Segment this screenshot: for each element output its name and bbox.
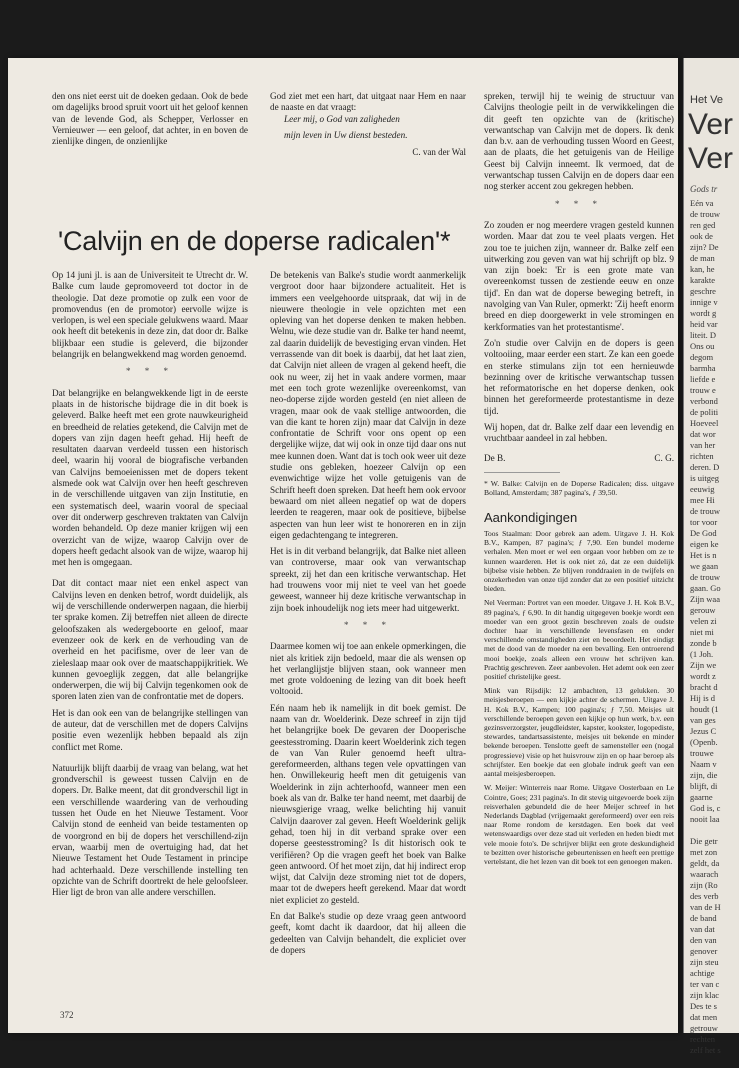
adjacent-page-line: de trouw [690, 209, 720, 219]
adjacent-page-line: Die getr [690, 836, 718, 846]
adjacent-page-line: zelf het s [690, 1045, 721, 1055]
adjacent-page-line: waarach [690, 869, 719, 879]
adjacent-page-line: trouwe [690, 748, 714, 758]
signature-right: C. G. [654, 452, 674, 463]
section-divider: * * * [555, 198, 603, 209]
adjacent-page-line: met zon [690, 847, 718, 857]
adjacent-page-line: geldt, da [690, 858, 720, 868]
adjacent-page-line: trouw e [690, 385, 716, 395]
paragraph: Op 14 juni jl. is aan de Universiteit te Utrecht dr. W. Balke cum laude gepromoveerd tot doctor in de theologie. Dat deze promotie op zulk een voor de promovendus (en de promotor) eervolle wijze is verlopen, is wel een speciale gelukwens waard. Maar ook heeft dit betekenis in deze zin, dat door dr. Balke blijkbaar een studie is geleverd, die bijzonder belangrijk en belangwekkend mag worden genoemd. [52, 270, 248, 360]
adjacent-page-line: dat men [690, 1012, 718, 1022]
adjacent-page-line: zijn klac [690, 990, 720, 1000]
adjacent-page-line: gaarne [690, 792, 713, 802]
adjacent-page-line: (Openb. [690, 737, 718, 747]
paragraph: spreken, terwijl hij te weinig de structuur van Calvijns theologie peilt in de verwikkelingen die dit geeft ten opzichte van de (kritische) verwantschap van Calvijn met de dopers. Ik denk dan b.v. aan de verhouding tussen Woord en Geest, aan de plaats, die het getuigenis van de Heilige Geest bij Calvijn inneemt. Ik vermoed, dat de verwantschap tussen Calvijn en de dopers daar een nog sterker accent zou gekregen hebben. [484, 91, 674, 192]
adjacent-page-line: karakte [690, 275, 716, 285]
adjacent-page-line: is uitgeg [690, 473, 720, 483]
adjacent-page-line: Zijn we [690, 660, 717, 670]
paragraph: Zo'n studie over Calvijn en de dopers is geen voltooiing, maar eerder een start. Ze kan een goede en sterke stimulans zijn tot een hernieuwde bezinning over de kritische verwantschap tussen het reformatorische en het doperse denken, ook binnen het gereformeerde protestantisme in deze tijd. [484, 337, 674, 416]
article-title: 'Calvijn en de doperse radicalen'* [58, 226, 451, 256]
article-column-2 [270, 270, 466, 961]
notice-item: Mink van Rijsdijk: 12 ambachten, 13 gelukken. 30 meisjesberoepen — een kijkje achter de schermen. Uitgave J. H. Kok B.V., Kampen; 100 pagina's; ƒ 7,50. Meisjes uit verschillende beroepen geven een kijkje op hun werk, b.v. een gezinsverzorgster, jeugdleidster, kapster, kookster, logopediste, stewardes, tandartsassistente, meisjes uit bekende en minder bekende beroepen. Tenslotte geeft de samensteller een (nogal progressieve) visie op het huisvrouw zijn en op haar beroep als schrijfster. Een boekje dat een globale indruk geeft van een aantal meisjesberoepen. [484, 686, 674, 779]
adjacent-page-line: de man [690, 253, 715, 263]
adjacent-page-line: Zijn waa [690, 594, 720, 604]
paragraph: En dat Balke's studie op deze vraag geen antwoord geeft, komt dacht ik daardoor, dat hij alleen die gedeelten van Calvijn behandelt, die expliciet over de dopers [270, 911, 466, 955]
adjacent-page-line: Eén va [690, 198, 714, 208]
adjacent-page-line: velen zi [690, 616, 717, 626]
adjacent-page-line: Ons ou [690, 341, 715, 351]
adjacent-page-line: verbond [690, 396, 718, 406]
article-column-1 [52, 270, 248, 903]
adjacent-page-line: bracht d [690, 682, 718, 692]
top-column-2 [270, 91, 466, 158]
adjacent-page-line [690, 825, 738, 836]
notice-item: Toos Staalman: Door gebrek aan adem. Uitgave J. H. Kok B.V., Kampen, 87 pagina's; ƒ 7,90. Een bundel moderne verhalen. Men moet er wel een orgaan voor hebben om ze te kunnen waarderen. Het is ook niet zó, dat ze een duidelijk bijbelse visie hebben. Ze blijven ronddraaien in de twijfels en onzekerheden van onze tijd zonder dat ze een positief uitzicht bieden. [484, 529, 674, 594]
paragraph: Dat belangrijke en belangwekkende ligt in de eerste plaats in de historische bijdrage die in dit boek is geleverd. Balke heeft met een grote nauwkeurigheid en breedheid de relaties getekend, die Calvijn met de dopers van zijn dagen heeft gehad. Hij heeft de resultaten daarvan verdeeld tussen een historisch deel, waarin hij vooral de biografische verbanden van Calvijns bemoeienissen met de dopers tekent alsmede ook wat Calvijn over hen heeft geschreven in de verschillende uitgaven van zijn Institutie, en een systematisch deel, waarin vooral de speciaal over dit onderwerp geschreven traktaten van Calvijn worden behandeld. Op deze manier krijgen wij een overzicht van de wijze, waarop Calvijn over de dopers heeft gedacht alsook van de wijze, waarop hij met hen is omgegaan. [52, 387, 248, 568]
paragraph: Het is in dit verband belangrijk, dat Balke niet alleen van controverse, maar ook van verwantschap spreekt, zij het dan een kritische verwantschap. Het had trouwens voor mij niet te veel van het goede geweest, wanneer hij deze kritische verwantschap in zijn boek inhoudelijk nog iets meer had uitgewerkt. [270, 546, 466, 613]
adjacent-page-line: achtige [690, 968, 715, 978]
adjacent-page-line: blijft, di [690, 781, 718, 791]
adjacent-page-line: dat wor [690, 429, 716, 439]
page-number: 372 [60, 1010, 74, 1020]
adjacent-page-line: zonde b [690, 638, 717, 648]
adjacent-page-line: eeuwig [690, 484, 715, 494]
article-column-3 [484, 91, 674, 871]
adjacent-page-line: kan, he [690, 264, 715, 274]
adjacent-page-line: Naam v [690, 759, 717, 769]
top-column-1 [52, 91, 248, 152]
adjacent-page-line: eigen ke [690, 539, 719, 549]
notice-item: Nel Veerman: Portret van een moeder. Uitgave J. H. Kok B.V., 89 pagina's, ƒ 6,90. In dit handig uitgegeven boekje wordt een moeder van een groot gezin beschreven zoals de oudste dochter haar in verschillende levensfasen en onder verschillende omstandigheden ziet en beoordeelt. Het eindigt met de dood van de moeder na een bevalling. Een ontroerend mooi boekje, zoals alleen een vrouw het schrijven kan. Prachtig geschreven. Zeer aanbevolen. Het ademt ook een zeer positief christelijke geest. [484, 598, 674, 682]
adjacent-page-line: des verb [690, 891, 719, 901]
adjacent-page-line: tor voor [690, 517, 718, 527]
paragraph: Natuurlijk blijft daarbij de vraag van belang, wat het grondverschil is geweest tussen Calvijn en de dopers. Dr. Balke meent, dat dit grondverschil ligt in een verschillende waardering van de verhouding tussen het Oude en het Nieuwe Testament. Voor Calvijn stond de eenheid van beide testamenten op de voorgrond en bij de dopers het verschillend-zijn ervan, waarbij men de overtuiging had, dat het Nieuwe Testament het Oude Testament in principe had achterhaald. Deze verschillende instelling ten opzichte van de Schrift doortrekt de hele geloofsleer. Hier ligt de bron van alle andere verschillen. [52, 762, 248, 898]
adjacent-page-line: rechten [690, 1034, 716, 1044]
adjacent-page-line: liefde e [690, 374, 716, 384]
adjacent-page-header: Het Ve [690, 94, 724, 106]
adjacent-page-subtitle: Gods tr [690, 184, 718, 194]
adjacent-page-line: Des te s [690, 1001, 717, 1011]
adjacent-page-line: niet mi [690, 627, 714, 637]
adjacent-page-line: richten [690, 451, 714, 461]
adjacent-page-line: innige v [690, 297, 718, 307]
adjacent-page-line: liteit. D [690, 330, 716, 340]
adjacent-page-line: van ges [690, 715, 716, 725]
adjacent-page-line: degom [690, 352, 714, 362]
poem-line: mijn leven in Uw dienst besteden. [284, 129, 408, 140]
adjacent-page-line: genover [690, 946, 718, 956]
adjacent-page-line: nooit laa [690, 814, 720, 824]
adjacent-page-line: den van [690, 935, 717, 945]
footnote-rule [484, 472, 560, 473]
paragraph: Wij hopen, dat dr. Balke zelf daar een levendig en vruchtbaar aandeel in zal hebben. [484, 422, 674, 444]
section-divider: * * * [126, 366, 174, 377]
paragraph: Zo zouden er nog meerdere vragen gesteld kunnen worden. Maar dat zou te veel plaats vergen. Het zou toe te juichen zijn, wanneer dr. Balke zelf een uitwerking zou geven van wat hij schrijft op blz. 9 van zijn boek: 'Er is een grote mate van overeenkomst tussen de zestiende eeuw en onze tijd'. En dan wat de doperse beweging betreft, in navolging van Van Ruler, opmerkt: 'Zij heeft enorm breed en diep doorgewerkt in vele stromingen en kerkformaties van het protestantisme'. [484, 219, 674, 332]
adjacent-page-line: wordt z [690, 671, 716, 681]
footnote: * W. Balke: Calvijn en de Doperse Radicalen; diss. uitgave Bolland, Amsterdam; 387 pagina's, ƒ 39,50. [484, 478, 674, 498]
adjacent-page-line: wordt g [690, 308, 717, 318]
signature-row [484, 453, 674, 464]
adjacent-page-line: zijn? De [690, 242, 719, 252]
adjacent-page-title-1: Ver [688, 108, 734, 141]
paragraph: Het is dan ook een van de belangrijke stellingen van de auteur, dat de verschillen met de dopers Calvijns positie even wezenlijk hebben bepaald als zijn conflict met Rome. [52, 707, 248, 752]
author-signature: C. van der Wal [412, 147, 466, 158]
adjacent-page-line: deren. D [690, 462, 720, 472]
adjacent-page-line: gaan. Go [690, 583, 721, 593]
section-divider: * * * [344, 619, 392, 630]
adjacent-page-line: Het is n [690, 550, 717, 560]
adjacent-page-line: heid var [690, 319, 718, 329]
adjacent-page-line: Jezus C [690, 726, 717, 736]
adjacent-page-line: de politi [690, 407, 719, 417]
notice-item: W. Meijer: Winterreis naar Rome. Uitgave Oosterbaan en Le Cointre, Goes; 231 pagina's. In dit stevig uitgevoerde boek zijn reisverhalen gebundeld die de heer Meijer schreef in het Nederlands Dagblad (vrijgemaakt gereformeerd) over een reis naar Rome rondom de kerstdagen. Een boek dat veel wetenswaardigs over deze stad uit verleden en heden biedt met vele mooie foto's. De schrijver blijkt een grote deskundigheid te bezitten over historische gebeurtenissen en heeft een prettige vertelstant, die het lezen van dit boek tot een genoegen maken. [484, 783, 674, 866]
adjacent-page-line: De God [690, 528, 717, 538]
adjacent-page-line: mee Hi [690, 495, 715, 505]
adjacent-page-line: van de H [690, 902, 721, 912]
paragraph: De betekenis van Balke's studie wordt aanmerkelijk vergroot door haar bijzondere actualiteit. Het is immers een veelgehoorde uitspraak, dat wij in de nieuwere theologie in vele opzichten met een opleving van het doperse denken te maken hebben. Welnu, wie deze studie van dr. Balke ter hand neemt, zal daarin duidelijk de bevestiging ervan vinden. Het verrassende van dit boek is daarbij, dat het laat zien, dat Calvijn niet alleen de vragen al gekend heeft, die ook nu weer, zij het in vaak andere vormen, maar met een toch grote wezenlijke overeenkomst, van neo-doperse zijde worden gesteld (en niet alleen de vragen, maar ook de vaak stellige antwoorden, die van die kant te horen zijn) maar dat Calvijn in deze confrontatie de Schrift voor ons opent op een dergelijke wijze, dat wij ook in onze tijd daar ons nut mee kunnen doen. Want dat is toch ook weer uit deze studie ons gebleken, hoezeer Calvijn op een evenwichtige wijze het volle getuigenis van de Schrift heeft doen spreken. Dat heeft hem ook ervoor bewaard om niet alleen negatief op wat de dopers leerden te reageren, maar ook de positieve, bijbelse aspecten van hun leer wist te honoreren en in zijn eigen gedachtengang te integreren. [270, 270, 466, 540]
adjacent-page-line: de trouw [690, 506, 720, 516]
adjacent-page [683, 58, 739, 1055]
adjacent-page-line: de band [690, 913, 717, 923]
section-heading: Aankondigingen [484, 509, 578, 525]
adjacent-page-line: houdt (1 [690, 704, 719, 714]
adjacent-page-line: ter van c [690, 979, 720, 989]
adjacent-page-text [690, 198, 738, 1055]
adjacent-page-line: ook de [690, 231, 713, 241]
paragraph: Daarmee komen wij toe aan enkele opmerkingen, die niet als kritiek zijn bedoeld, maar die als wensen op het verlanglijstje blijven staan, ook wanneer men met grote voldoening de lezing van dit boek heeft voltooid. [270, 641, 466, 697]
magazine-page [8, 58, 678, 1033]
adjacent-page-line: van dat [690, 924, 715, 934]
adjacent-page-line: Hij is d [690, 693, 716, 703]
top-paragraph: den ons niet eerst uit de doeken gedaan. Ook de bede om dagelijks brood spruit voort uit het geloof kennen van de levende God, als Schepper, Verlosser en Vernieuwer — een geloof, dat achter, in en boven de zienlijke dingen, de onzienlijke [52, 91, 248, 147]
adjacent-page-line: de trouw [690, 572, 720, 582]
top-paragraph: God ziet met een hart, dat uitgaat naar Hem en naar de naaste en dat vraagt: [270, 91, 466, 113]
adjacent-page-line: Hoeveel [690, 418, 719, 428]
paragraph: Eén naam heb ik namelijk in dit boek gemist. De naam van dr. Woelderink. Deze schreef in zijn tijd het belangrijke boek De gevaren der Dooperische geestesstroming. Daarin keert Woelderink zich tegen de van Van Ruler genoemd heeft ultra-gereformeerden, althans tegen vele opvattingen van hen. Onwillekeurig heeft men dit getuigenis van Woelderink in zijn achterhoofd, wanneer men een boek als van dr. Balke ter hand neemt, met daarbij de nieuwsgierige vraag, welke belichting hij vanuit Calvijn daarover zal geven. Heeft Woelderink gelijk gehad, toen hij in dit verband sprake over een doperse geestesstroming? Is dit historisch ook te verifiëren? Op die vragen geeft het boek van Balke geen antwoord. Of het moet zijn, dat hij indirect erop wijst, dat Calvijn deze stroming niet tot de dopers, maar tot de dwepers heeft gerekend. Maar dat wordt niet expliciet zo gesteld. [270, 702, 466, 905]
adjacent-page-line: (1 Joh. [690, 649, 714, 659]
adjacent-page-line: zijn steu [690, 957, 719, 967]
adjacent-page-line: God is, c [690, 803, 721, 813]
adjacent-page-line: geschre [690, 286, 716, 296]
adjacent-page-line: barmha [690, 363, 716, 373]
adjacent-page-line: zijn, die [690, 770, 718, 780]
adjacent-page-line: ren ged [690, 220, 716, 230]
poem-line: Leer mij, o God van zaligheden [284, 113, 400, 124]
adjacent-page-line: we gaan [690, 561, 719, 571]
signature-left: De B. [484, 452, 506, 463]
adjacent-page-line: getrouw [690, 1023, 718, 1033]
adjacent-page-title-2: Ver [688, 142, 734, 175]
paragraph: Dat dit contact maar niet een enkel aspect van Calvijns leven en denken betrof, wordt duidelijk, als wij de verschillende onderwerpen nagaan, die hierbij ter sprake komen. Zij betreffen niet alleen de directe geloofszaken als wedergeboorte en geloof, maar evenzeer ook de kerk en de verhouding van de overheid en het pacifisme, over de leer van de zieleslaap maar ook over de maatschappijkritiek. We kunnen gevoeglijk zeggen, dat alle belangrijke onderwerpen, die wij bij Calvijn tegenkomen ook de sporen laten zien van de confrontatie met de dopers. [52, 578, 248, 702]
adjacent-page-line: gerouw [690, 605, 716, 615]
adjacent-page-line: zijn (Ro [690, 880, 718, 890]
adjacent-page-line: van her [690, 440, 716, 450]
